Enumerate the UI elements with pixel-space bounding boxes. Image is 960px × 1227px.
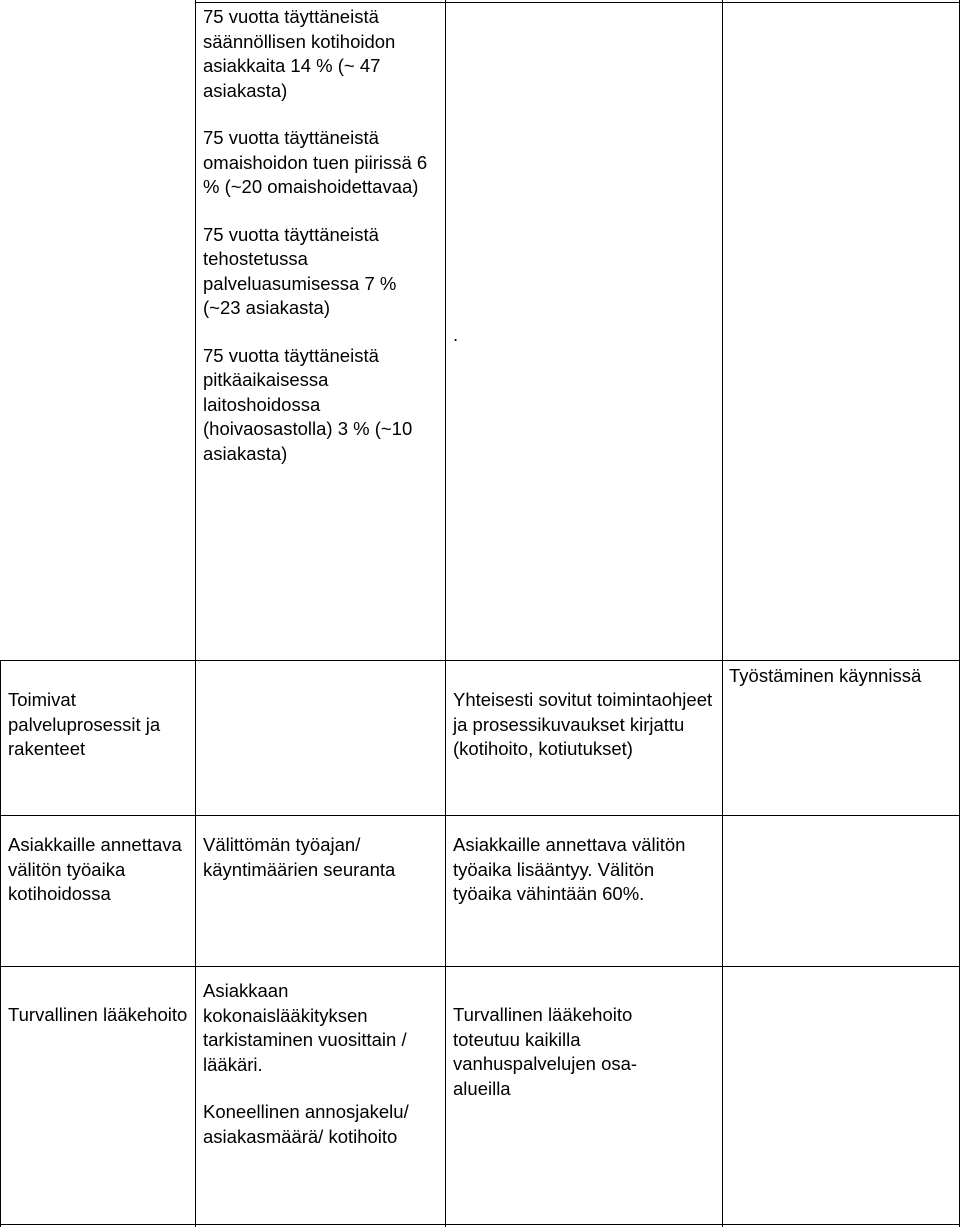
row1-col3-text: . bbox=[453, 324, 459, 345]
table-border-bottom bbox=[0, 1224, 960, 1225]
row4-col3-text: Turvallinen lääkehoito toteutuu kaikilla vanhuspalvelujen osa-alueilla bbox=[453, 1004, 638, 1099]
row2-col4-cell bbox=[729, 664, 960, 689]
row1-col3-cell bbox=[453, 323, 473, 348]
table-border-col2 bbox=[445, 0, 446, 1227]
assisted-living-text: 75 vuotta täyttäneistä tehostetussa palveluasumisessa 7 % (~23 asiakasta) bbox=[203, 223, 397, 318]
row2-col1-cell bbox=[8, 688, 192, 762]
row3-col2-cell bbox=[203, 833, 438, 882]
row-divider-1 bbox=[0, 660, 960, 661]
row2-col3-text: Yhteisesti sovitut toimintaohjeet ja prosessikuvaukset kirjattu (kotihoito, kotiutukset) bbox=[453, 689, 713, 759]
row2-col3-cell bbox=[453, 688, 713, 762]
medication-review-text: Asiakkaan kokonaislääkityksen tarkistaminen vuosittain / lääkäri. bbox=[203, 980, 407, 1075]
row4-col1-cell bbox=[8, 1003, 188, 1028]
table-border-left bbox=[0, 660, 1, 1227]
row4-col3-cell bbox=[453, 1003, 683, 1101]
caregiver-support-text: 75 vuotta täyttäneistä omaishoidon tuen piirissä 6 % (~20 omaishoidettavaa) bbox=[203, 127, 428, 197]
row2-col4-text: Työstäminen käynnissä bbox=[729, 665, 922, 686]
row3-col1-text: Asiakkaille annettava välitön työaika kotihoidossa bbox=[8, 834, 182, 904]
row4-col1-text: Turvallinen lääkehoito bbox=[8, 1004, 188, 1025]
table-border-top bbox=[195, 2, 960, 3]
row1-col2-cell bbox=[203, 5, 433, 466]
row3-col1-cell bbox=[8, 833, 188, 907]
row2-col1-text: Toimivat palveluprosessit ja rakenteet bbox=[8, 689, 161, 759]
row-divider-2 bbox=[0, 815, 960, 816]
dose-dispensing-text: Koneellinen annosjakelu/ asiakasmäärä/ kotihoito bbox=[203, 1101, 409, 1147]
row4-col2-cell bbox=[203, 979, 441, 1149]
row3-col3-cell bbox=[453, 833, 713, 907]
long-term-care-text: 75 vuotta täyttäneistä pitkäaikaisessa laitoshoidossa (hoivaosastolla) 3 % (~10 asiakasta) bbox=[203, 344, 413, 464]
home-care-clients-text: 75 vuotta täyttäneistä säännöllisen kotihoidon asiakkaita 14 % (~ 47 asiakasta) bbox=[203, 6, 396, 101]
table-border-col3 bbox=[722, 0, 723, 1227]
table-border-col1 bbox=[195, 0, 196, 1227]
row3-col3-text: Asiakkaille annettava välitön työaika lisääntyy. Välitön työaika vähintään 60%. bbox=[453, 834, 686, 904]
row-divider-3 bbox=[0, 966, 960, 967]
row3-col2-text: Välittömän työajan/ käyntimäärien seuranta bbox=[203, 834, 396, 880]
